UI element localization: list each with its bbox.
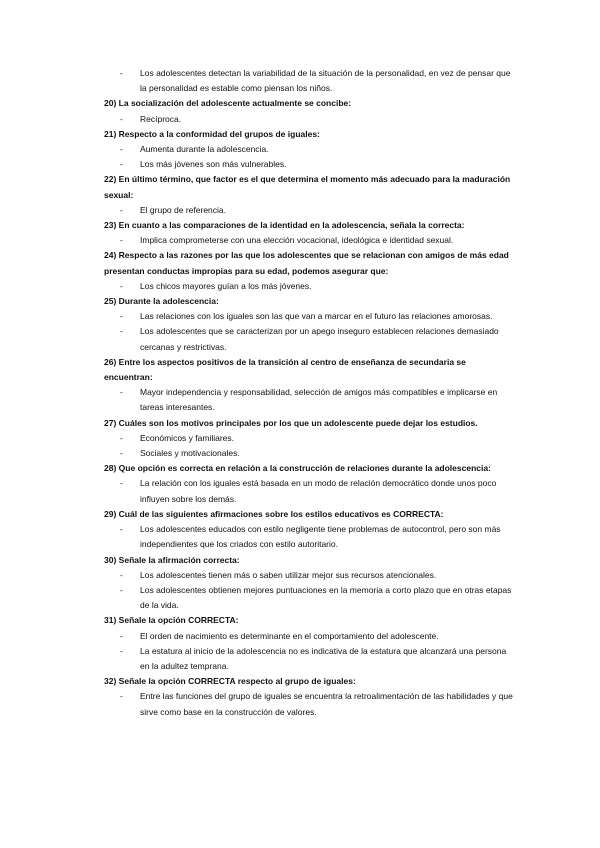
question-text: Señale la afirmación correcta: [118,554,240,565]
answer-item [104,279,516,294]
answer-item [104,385,516,415]
question-number: 28) [104,463,117,474]
question-block [104,553,516,614]
dash-bullet: - [120,68,123,78]
answer-item [104,203,516,218]
question-list [104,66,516,720]
question-heading [104,127,516,142]
answer-item [104,157,516,172]
answer-text: Las relaciones con los iguales son las que van a marcar en el futuro las relaciones amorosas. [140,311,493,322]
dash-bullet: - [120,584,123,595]
answer-item [104,629,516,644]
question-heading [104,294,516,309]
dash-bullet: - [120,630,123,641]
question-block [104,461,516,507]
answer-text: Sociales y motivacionales. [140,448,240,459]
question-block [104,172,516,218]
question-number: 26) [104,356,117,367]
question-number: 30) [104,554,117,565]
answer-item [104,66,516,96]
dash-bullet: - [120,569,123,580]
answer-text: Los chicos mayores guían a los más jóvenes. [140,280,312,291]
answer-item [104,689,516,719]
question-number: 21) [104,128,117,139]
question-block [104,248,516,294]
dash-bullet: - [120,159,123,170]
question-text: En último término, que factor es el que determina el momento más adecuado para la maduración sexual: [104,174,511,200]
question-number: 31) [104,615,117,626]
dash-bullet: - [120,691,123,702]
question-heading [104,553,516,568]
question-block [104,507,516,553]
answer-text: La relación con los iguales está basada en un modo de relación democrático donde unos poco influyen sobre los demás. [140,478,497,504]
answer-item [104,431,516,446]
question-text: Respecto a las razones por las que los adolescentes que se relacionan con amigos de más edad presentan conductas impropias para su edad, podemos asegurar que: [104,250,509,276]
question-number: 23) [104,220,117,231]
dash-bullet: - [120,645,123,656]
answer-item [104,233,516,248]
question-heading [104,507,516,522]
dash-bullet: - [120,311,123,322]
answer-text: Mayor independencia y responsabilidad, selección de amigos más compatibles e implicarse en tareas interesantes. [140,387,498,413]
answer-text: Recíproca. [140,113,182,124]
question-number: 29) [104,508,117,519]
question-text: Cuáles son los motivos principales por los que un adolescente puede dejar los estudios. [118,417,478,428]
question-number: 24) [104,250,117,261]
question-block [104,218,516,248]
question-block [104,674,516,720]
answer-item [104,476,516,506]
dash-bullet: - [120,280,123,291]
answer-text: Los adolescentes detectan la variabilidad de la situación de la personalidad, en vez de pensar que la personalidad es estable como piensan los niños. [140,68,511,94]
answer-text: Los adolescentes tienen más o saben utilizar mejor sus recursos atencionales. [140,569,437,580]
dash-bullet: - [120,235,123,246]
question-block [104,416,516,462]
question-block [104,294,516,355]
question-number: 25) [104,296,117,307]
dash-bullet: - [120,524,123,535]
answer-text: Entre las funciones del grupo de iguales se encuentra la retroalimentación de las habilidades y que sirve como base en la construcción de valores. [140,691,513,717]
answer-text: El grupo de referencia. [140,204,226,215]
answer-item [104,446,516,461]
answer-item [104,142,516,157]
question-text: Que opción es correcta en relación a la construcción de relaciones durante la adolescencia: [118,463,491,474]
answer-text: El orden de nacimiento es determinante en el comportamiento del adolescente. [140,630,439,641]
answer-item [104,583,516,613]
question-text: Señale la opción CORRECTA: [118,615,239,626]
answer-item [104,522,516,552]
answer-item [104,568,516,583]
answer-text: Los adolescentes educados con estilo negligente tiene problemas de autocontrol, pero son más independientes que los criados con estilo autoritario. [140,524,501,550]
question-text: En cuanto a las comparaciones de la identidad en la adolescencia, señala la correcta: [118,220,465,231]
question-text: Respecto a la conformidad del grupos de iguales: [118,128,320,139]
question-heading [104,461,516,476]
question-number: 27) [104,417,117,428]
answer-text: La estatura al inicio de la adolescencia no es indicativa de la estatura que alcanzará una persona en la adultez temprana. [140,645,507,671]
question-heading [104,218,516,233]
question-text: Entre los aspectos positivos de la transición al centro de enseñanza de secundaria se encuentran: [104,356,466,383]
answer-item [104,309,516,324]
answer-item [104,112,516,127]
question-heading [104,674,516,689]
dash-bullet: - [120,387,123,398]
question-text: Durante la adolescencia: [118,296,219,307]
question-heading [104,416,516,431]
question-block [104,613,516,674]
answer-text: Económicos y familiares. [140,432,235,443]
question-block [104,96,516,126]
question-text: Cuál de las siguientes afirmaciones sobre los estilos educativos es CORRECTA: [118,508,444,519]
question-heading [104,248,516,278]
question-number: 32) [104,676,117,687]
question-heading [104,355,516,385]
dash-bullet: - [120,478,123,489]
question-heading [104,172,516,202]
question-number: 22) [104,174,117,185]
question-text: La socialización del adolescente actualmente se concibe: [118,98,352,109]
answer-text: Los más jóvenes son más vulnerables. [140,159,287,170]
answer-item [104,324,516,354]
dash-bullet: - [120,204,123,215]
question-block [104,127,516,173]
question-block [104,355,516,416]
dash-bullet: - [120,144,123,155]
answer-text: Los adolescentes obtienen mejores puntuaciones en la memoria a corto plazo que en otras etapas de la vida. [140,584,512,611]
answer-text: Los adolescentes que se caracterizan por un apego inseguro establecen relaciones demasiado cercanas y restrictivas. [140,326,499,352]
dash-bullet: - [120,113,123,124]
question-number: 20) [104,98,117,109]
answer-text: Aumenta durante la adolescencia. [140,144,269,155]
answer-text: Implica comprometerse con una elección vocacional, ideológica e identidad sexual. [140,235,454,246]
dash-bullet: - [120,326,123,337]
question-heading [104,96,516,111]
question-text: Señale la opción CORRECTA respecto al grupo de iguales: [118,676,356,687]
question-heading [104,613,516,628]
dash-bullet: - [120,448,123,459]
dash-bullet: - [120,432,123,443]
answer-item [104,644,516,674]
